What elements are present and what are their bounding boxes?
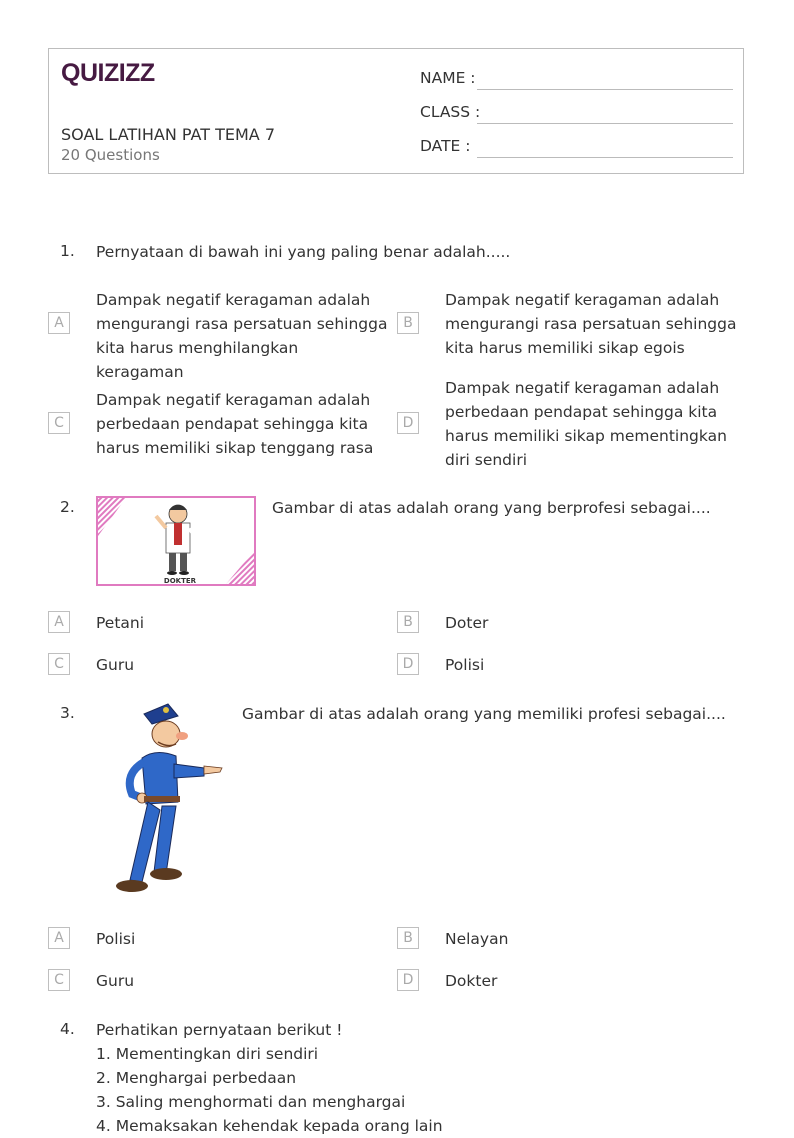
- option-text-d: Dokter: [445, 972, 498, 990]
- question-number: 1.: [60, 242, 75, 260]
- option-text-c: Guru: [96, 656, 135, 674]
- question-number: 3.: [60, 704, 75, 722]
- question-count: 20 Questions: [61, 146, 160, 164]
- option-letter-a[interactable]: A: [48, 312, 70, 334]
- option-text-a: Dampak negatif keragaman adalah mengurangi rasa persatuan sehingga kita harus menghilangkan keragaman: [96, 291, 388, 381]
- doctor-image: [96, 496, 256, 586]
- option-letter-a[interactable]: A: [48, 927, 70, 949]
- worksheet-header: [48, 48, 744, 174]
- doctor-caption: DOKTER: [163, 577, 197, 585]
- option-letter-b[interactable]: B: [397, 611, 419, 633]
- option-text-b: Nelayan: [445, 930, 509, 948]
- option-letter-d[interactable]: D: [397, 412, 419, 434]
- option-text-d: Dampak negatif keragaman adalah perbedaan pendapat sehingga kita harus memiliki sikap mementingkan diri sendiri: [445, 379, 727, 469]
- option-letter-d[interactable]: D: [397, 969, 419, 991]
- option-text-c: Guru: [96, 972, 135, 990]
- question-line: Perhatikan pernyataan berikut !: [96, 1021, 343, 1039]
- option-letter-c[interactable]: C: [48, 653, 70, 675]
- question-line: 1. Mementingkan diri sendiri: [96, 1045, 319, 1063]
- option-letter-b[interactable]: B: [397, 312, 419, 334]
- date-label: DATE :: [420, 137, 471, 155]
- option-text-d: Polisi: [445, 656, 485, 674]
- option-letter-c[interactable]: C: [48, 969, 70, 991]
- option-text-b: Doter: [445, 614, 489, 632]
- question-number: 4.: [60, 1020, 75, 1038]
- question-line: 3. Saling menghormati dan menghargai: [96, 1093, 406, 1111]
- name-line[interactable]: [477, 89, 733, 90]
- question-line: 2. Menghargai perbedaan: [96, 1069, 297, 1087]
- class-label: CLASS :: [420, 103, 481, 121]
- option-text-a: Polisi: [96, 930, 136, 948]
- option-text-c: Dampak negatif keragaman adalah perbedaan pendapat sehingga kita harus memiliki sikap tenggang rasa: [96, 391, 374, 457]
- police-officer-image: [96, 702, 226, 898]
- option-letter-a[interactable]: A: [48, 611, 70, 633]
- question-text: Gambar di atas adalah orang yang berprofesi sebagai....: [272, 499, 711, 517]
- option-text-b: Dampak negatif keragaman adalah mengurangi rasa persatuan sehingga kita harus memiliki sikap egois: [445, 291, 737, 357]
- question-text: Gambar di atas adalah orang yang memiliki profesi sebagai....: [242, 705, 726, 723]
- quizizz-logo: QUIZIZZ: [61, 59, 155, 87]
- worksheet-title: SOAL LATIHAN PAT TEMA 7: [61, 125, 276, 144]
- option-letter-c[interactable]: C: [48, 412, 70, 434]
- question-line: 4. Memaksakan kehendak kepada orang lain: [96, 1117, 443, 1135]
- option-text-a: Petani: [96, 614, 145, 632]
- option-letter-b[interactable]: B: [397, 927, 419, 949]
- question-number: 2.: [60, 498, 75, 516]
- date-line[interactable]: [477, 157, 733, 158]
- name-label: NAME :: [420, 69, 476, 87]
- class-line[interactable]: [477, 123, 733, 124]
- option-letter-d[interactable]: D: [397, 653, 419, 675]
- question-text: Pernyataan di bawah ini yang paling benar adalah.....: [96, 243, 511, 261]
